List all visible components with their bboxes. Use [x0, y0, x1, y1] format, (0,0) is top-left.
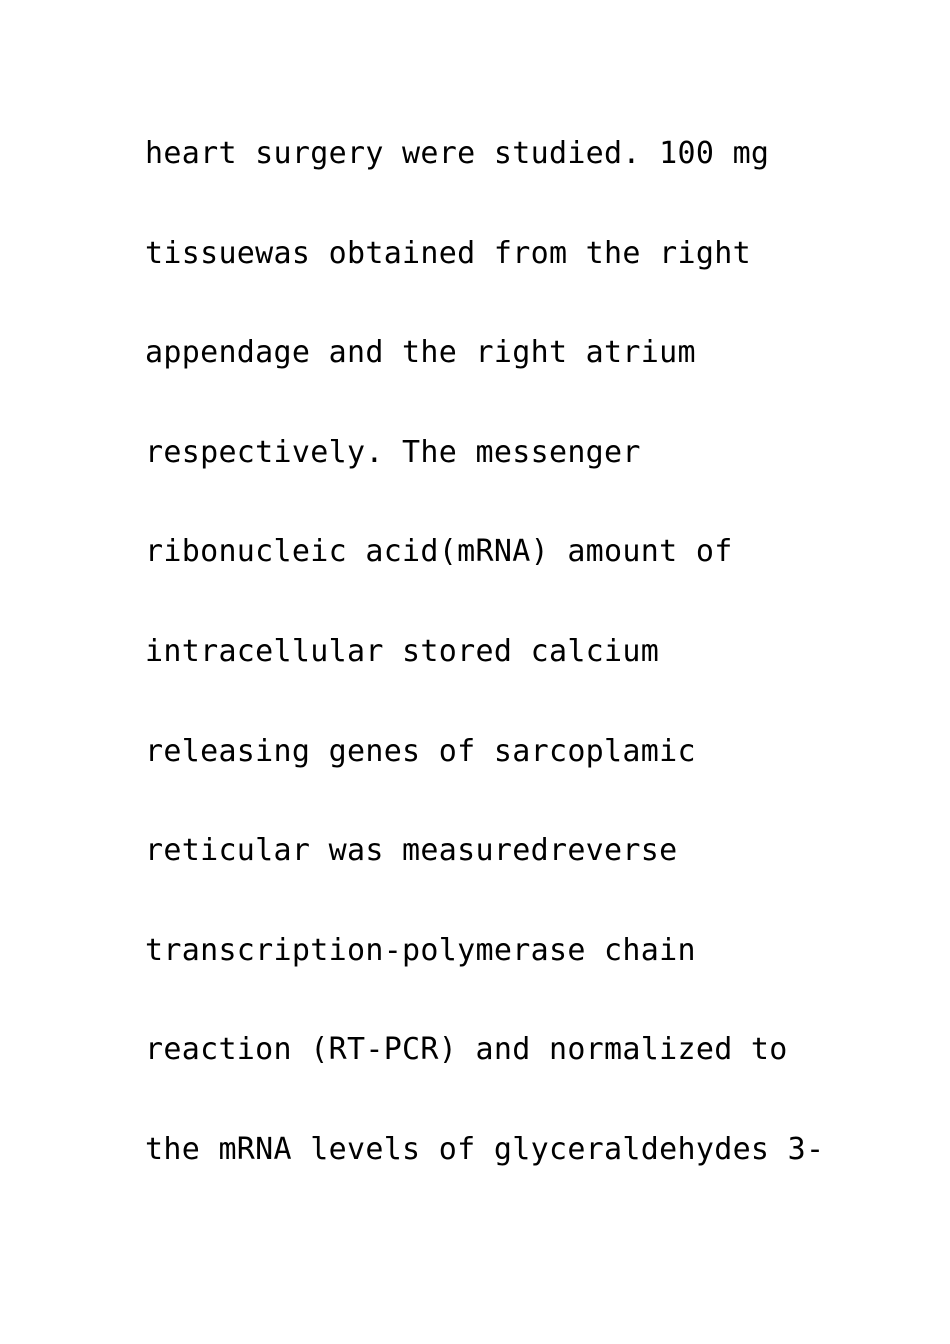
text-line: intracellular stored calcium: [145, 633, 660, 669]
text-line: tissuewas obtained from the right: [145, 235, 751, 271]
text-line: reticular was measuredreverse: [145, 833, 678, 869]
text-line: transcription-polymerase chain: [145, 932, 696, 968]
text-line: reaction (RT-PCR) and normalized to: [145, 1032, 788, 1068]
text-line: heart surgery were studied. 100 mg: [145, 136, 770, 171]
text-line: the mRNA levels of glyceraldehydes 3-: [145, 1131, 825, 1167]
body-text: [145, 126, 925, 1222]
text-line: ribonucleic acid(mRNA) amount of: [145, 534, 733, 570]
text-line: appendage and the right atrium: [145, 335, 696, 371]
text-line: respectively. The messenger: [145, 434, 641, 470]
text-line: releasing genes of sarcoplamic: [145, 733, 696, 769]
